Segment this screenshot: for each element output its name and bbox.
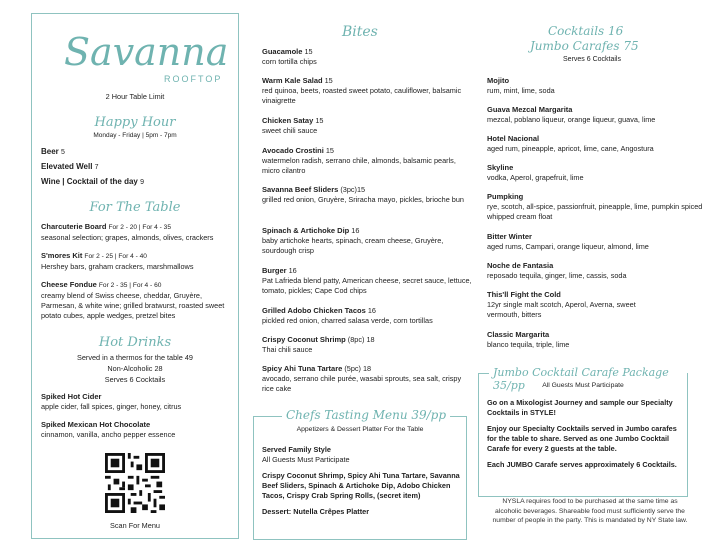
item-desc: sweet chili sauce	[262, 126, 318, 135]
item-name: Grilled Adobo Chicken Tacos	[262, 306, 366, 315]
item-name: Savanna Beef Sliders	[262, 185, 339, 194]
item-name: Avocado Crostini	[262, 146, 324, 155]
item-name: Hotel Nacional	[487, 134, 540, 143]
hot-drinks-title: Hot Drinks	[98, 335, 172, 350]
jumbo-p3: Each JUMBO Carafe serves approximately 6 Cocktails.	[487, 460, 677, 469]
hh-item-name: Wine | Cocktail of the day	[41, 177, 138, 186]
cocktail-item	[487, 134, 707, 154]
hh-item	[41, 161, 99, 173]
item-name: Bitter Winter	[487, 232, 532, 241]
item-desc: 12yr single malt scotch, Aperol, Averna, sweet vermouth, bitters	[487, 300, 636, 319]
item-desc: Thai chili sauce	[262, 345, 313, 354]
item-name: Classic Margarita	[487, 330, 550, 339]
item-desc: Pat Lafrieda blend patty, American cheese, secret sauce, lettuce, tomato, pickles; Cape Cod chips	[262, 276, 472, 295]
item-name: Spiked Mexican Hot Chocolate	[41, 420, 151, 429]
chefs-body	[262, 445, 462, 517]
jumbo-p1: Go on a Mixologist Journey and sample our Specialty Cocktails in STYLE!	[487, 398, 673, 417]
hh-item-name: Beer	[41, 147, 59, 156]
item-desc: apple cider, fall spices, ginger, honey, citrus	[41, 402, 182, 411]
bite-item	[262, 306, 474, 326]
logo-sub: ROOFTOP	[164, 74, 223, 84]
item-desc: baby artichoke hearts, spinach, cream cheese, Gruyère, sourdough crisp	[262, 236, 444, 255]
table-item	[41, 222, 236, 243]
logo	[64, 30, 229, 84]
cocktail-item	[487, 105, 707, 125]
item-name: Noche de Fantasia	[487, 261, 554, 270]
item-name: Spinach & Artichoke Dip	[262, 226, 350, 235]
item-name: This'll Fight the Cold	[487, 290, 561, 299]
chefs-served: Served Family Style	[262, 445, 331, 454]
item-desc: watermelon radish, serrano chile, almonds, balsamic pearls, micro cilantro	[262, 156, 456, 175]
item-name: Skyline	[487, 163, 514, 172]
bite-item	[262, 146, 474, 176]
item-desc: mezcal, poblano liqueur, orange liqueur, guava, lime	[487, 115, 656, 124]
happy-hour-title: Happy Hour	[94, 115, 176, 130]
item-price: 16	[351, 226, 360, 235]
item-price: 15	[324, 76, 333, 85]
item-name: Warm Kale Salad	[262, 76, 323, 85]
item-desc: vodka, Aperol, grapefruit, lime	[487, 173, 584, 182]
item-price: 16	[288, 266, 297, 275]
item-desc: rum, mint, lime, soda	[487, 86, 555, 95]
item-desc: aged rum, pineapple, apricot, lime, cane, Angostura	[487, 144, 654, 153]
item-price: 16	[367, 306, 376, 315]
item-desc: reposado tequila, ginger, lime, cassis, soda	[487, 271, 627, 280]
item-desc: avocado, serrano chile purée, wasabi sprouts, sea salt, crispy rice cake	[262, 374, 462, 393]
item-name: Guava Mezcal Margarita	[487, 105, 573, 114]
item-price: (8pc) 18	[347, 335, 375, 344]
qr-code[interactable]	[105, 453, 165, 513]
chefs-subtitle: Appetizers & Dessert Platter For the Table	[296, 426, 424, 433]
item-desc: rye, scotch, all-spice, passionfruit, pineapple, lime, pumpkin spiced whipped cream float	[487, 202, 703, 221]
bite-item	[262, 185, 474, 205]
item-desc: seasonal selection; grapes, almonds, olives, crackers	[41, 233, 214, 242]
item-desc: red quinoa, beets, roasted sweet potato, cauliflower, balsamic vinaigrette	[262, 86, 462, 105]
chefs-title: Chefs Tasting Menu 39/pp	[282, 408, 450, 422]
item-name: Guacamole	[262, 47, 303, 56]
hh-item-name: Elevated Well	[41, 162, 93, 171]
item-price: 15	[325, 146, 334, 155]
item-name: Spiked Hot Cider	[41, 392, 102, 401]
cocktail-item	[487, 232, 707, 252]
item-price: 15	[304, 47, 313, 56]
hot-drinks-line1: Served in a thermos for the table 49	[76, 353, 193, 362]
item-name: S'mores Kit	[41, 251, 83, 260]
cocktail-item	[487, 290, 707, 320]
hot-drinks-line3: Serves 6 Cocktails	[104, 375, 166, 384]
chefs-items: Crispy Coconut Shrimp, Spicy Ahi Tuna Tartare, Savanna Beef Sliders, Spinach & Artichoke Dip, Adobo Chicken Tacos, Crispy Crab Spring Rolls, (secret item)	[262, 471, 460, 500]
jumbo-carafe-box	[478, 366, 688, 497]
chefs-tasting-box	[253, 408, 467, 540]
item-desc: pickled red onion, charred salasa verde, corn tortillas	[262, 316, 433, 325]
cocktail-item	[487, 192, 707, 222]
hh-item	[41, 146, 65, 158]
hh-item-price: 5	[61, 149, 65, 156]
item-desc: blanco tequila, triple, lime	[487, 340, 570, 349]
nysla-notice: NYSLA requires food to be purchased at the same time as alcoholic beverages. Shareable food must sufficiently serve the number of people in the party. This is mandated by NY State law.	[492, 498, 688, 524]
item-name: Spicy Ahi Tuna Tartare	[262, 364, 343, 373]
item-desc: corn tortilla chips	[262, 57, 317, 66]
item-desc: cinnamon, vanilla, ancho pepper essence	[41, 430, 176, 439]
cocktail-item	[487, 261, 707, 281]
bite-item	[262, 266, 474, 296]
bite-item	[262, 364, 474, 394]
item-desc: Hershey bars, graham crackers, marshmallows	[41, 262, 194, 271]
logo-brand: Savanna	[64, 30, 229, 74]
cocktail-item	[487, 330, 707, 350]
carafes-title: Jumbo Carafes 75	[530, 39, 639, 53]
hh-item-price: 9	[140, 179, 144, 186]
item-price: For 2 - 35 | For 4 - 60	[98, 282, 162, 289]
item-price: (5pc) 18	[344, 364, 372, 373]
hot-drinks-line2: Non-Alcoholic 28	[107, 364, 163, 373]
item-name: Crispy Coconut Shrimp	[262, 335, 346, 344]
hh-item-price: 7	[94, 164, 99, 171]
cocktail-item	[487, 163, 707, 183]
table-item	[41, 280, 236, 321]
bites-title: Bites	[342, 24, 378, 40]
item-price: For 2 - 20 | For 4 - 35	[108, 224, 172, 231]
cocktail-item	[487, 76, 707, 96]
item-desc: grilled red onion, Gruyère, Sriracha mayo, pickles, brioche bun	[262, 195, 464, 204]
table-limit: 2 Hour Table Limit	[105, 92, 165, 101]
jumbo-title: Jumbo Cocktail Carafe Package 35/pp	[489, 366, 687, 392]
jumbo-p2: Enjoy our Specialty Cocktails served in Jumbo carafes for the table to share. Served as one Jumbo Cocktail Carafe for every 2 guests at the table.	[487, 424, 677, 453]
item-name: Mojito	[487, 76, 510, 85]
chefs-must: All Guests Must Participate	[262, 455, 350, 464]
cocktails-title: Cocktails 16	[548, 24, 624, 38]
left-panel	[31, 13, 239, 539]
item-desc: aged rums, Campari, orange liqueur, almond, lime	[487, 242, 649, 251]
item-price: (3pc)15	[340, 185, 366, 194]
table-item	[41, 251, 236, 272]
hh-item	[41, 176, 144, 188]
item-name: Cheese Fondue	[41, 280, 97, 289]
hot-drink-item	[41, 420, 236, 440]
bite-item	[262, 116, 474, 136]
item-price: 15	[315, 116, 324, 125]
hot-drink-item	[41, 392, 236, 412]
item-name: Chicken Satay	[262, 116, 314, 125]
bite-item	[262, 47, 474, 67]
scan-label: Scan For Menu	[110, 521, 160, 530]
item-name: Pumpking	[487, 192, 524, 201]
item-name: Charcuterie Board	[41, 222, 107, 231]
chefs-dessert: Dessert: Nutella Crêpes Platter	[262, 507, 370, 516]
jumbo-must: All Guests Must Participate	[542, 382, 624, 389]
jumbo-body	[487, 398, 683, 470]
for-table-title: For The Table	[89, 200, 181, 215]
item-name: Burger	[262, 266, 287, 275]
happy-hour-hours: Monday - Friday | 5pm - 7pm	[93, 132, 177, 139]
item-price: For 2 - 25 | For 4 - 40	[84, 253, 147, 260]
bite-item	[262, 76, 474, 106]
bite-item	[262, 226, 474, 256]
item-desc: creamy blend of Swiss cheese, cheddar, Gruyère, Parmesan, & white wine; grilled bratwurst, roasted sweet potato cubes, apple wedges, pretzel bites	[41, 291, 225, 320]
cocktails-serves: Serves 6 Cocktails	[563, 56, 621, 63]
bite-item	[262, 335, 474, 355]
